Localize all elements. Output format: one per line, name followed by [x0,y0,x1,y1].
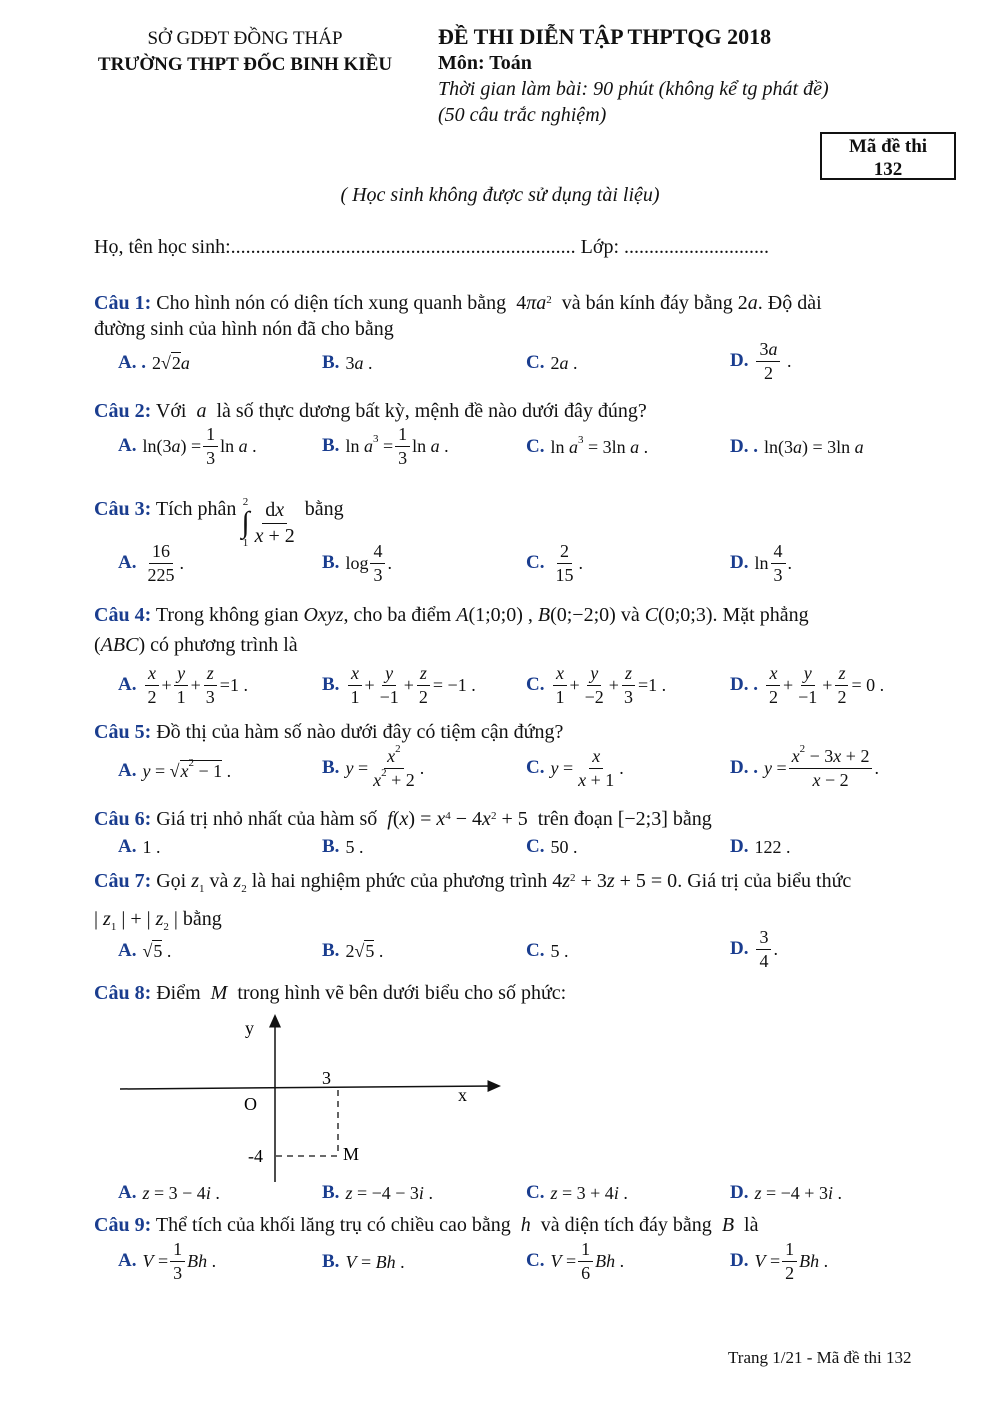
question-text: trên đoạn [537,808,613,830]
question-3 [94,484,914,549]
header-right [438,24,829,128]
question-number: Câu 7: [94,870,152,892]
answer-letter: D. [730,552,749,574]
math-expr: 2a [737,292,758,314]
question-text: là số thực dương bất kỳ, mệnh đề nào dưới đây đúng? [216,400,647,422]
question-text: Giá trị nhỏ nhất của hàm số [156,808,378,830]
answer-letter: A. . [118,352,146,373]
answer-c[interactable]: C. V = $\frac{1}{6}$ Bh . [526,1239,625,1283]
question-5 [94,719,914,745]
answer-letter: D. . [730,757,758,779]
exam-code: 132 [873,159,903,180]
subject: Môn: Toán [438,52,532,74]
answer-d[interactable]: D. $\frac{3a}{2}$ . [730,339,792,383]
question-text: bằng [672,808,712,830]
answer-b[interactable]: B. 5 . [322,836,364,857]
answer-c[interactable]: C. 2a . [526,352,578,373]
answer-c[interactable]: C. $\frac{2}{15}$ . [526,541,583,585]
origin-label: O [244,1094,257,1114]
question-text: Thể tích của khối lăng trụ có chiều cao bằng [155,1214,511,1236]
answer-letter: A. [118,760,137,781]
question-text: Tích phân [155,498,237,520]
question-text: Đồ thị của hàm số nào dưới đây có tiệm cận đứng? [156,721,564,743]
answer-a[interactable]: A. $\frac{16}{225}$ . [118,541,184,585]
answer-b[interactable]: B. V = Bh . [322,1251,405,1272]
question-2: Câu 2: Với a là số thực dương bất kỳ, mệnh đề nào dưới đây đúng? [94,400,647,422]
question-6: Câu 6: Giá trị nhỏ nhất của hàm số $f(x) = x^4 - 4x^2 + 5$ trên đoạn [−2;3] bằng [94,808,712,830]
answer-a[interactable]: A. 1 . [118,836,161,857]
answer-d[interactable]: D. . $\frac{x}{2}$ + $\frac{y}{-1}$ + $\frac{z}{2}$ = 0 . [730,663,885,707]
answer-letter: C. [526,1182,545,1203]
answer-letter: D. . [730,674,758,696]
answer-c[interactable]: C. $\frac{x}{1}$ + $\frac{y}{-2}$ + $\frac{z}{3}$ =1 . [526,663,667,707]
question-text: Điểm [156,982,201,1004]
integral-expr: 2 ∫ 1 $\frac{dx}{x + 2}$ [241,496,295,549]
answer-letter: B. [322,757,340,779]
complex-plane-figure [110,1010,510,1185]
question-text: Cho hình nón có diện tích xung quanh bằng [156,292,507,314]
question-4: Câu 4: Trong không gian Oxyz, cho ba điểm A(1;0;0) , B(0;−2;0) và C(0;0;3). Mặt phẳng (ABC) có phương trình là [94,604,809,656]
answer-letter: A. [118,552,137,574]
question-text: Gọi [156,870,187,892]
answer-d[interactable]: D. $\frac{3}{4}$ . [730,927,778,971]
exam-time: Thời gian làm bài: 90 phút (không kể tg phát đề) [438,78,829,100]
department-name: SỞ GDĐT ĐỒNG THÁP [147,28,343,49]
question-text: . Giá trị của biểu thức [677,870,852,892]
exam-note: ( Học sinh không được sử dụng tài liệu) [340,184,660,206]
exam-title: ĐỀ THI DIỄN TẬP THPTQG 2018 [438,24,772,49]
answer-b[interactable]: B. $\frac{x}{1}$ + $\frac{y}{-1}$ + $\frac{z}{2}$ = −1 . [322,663,476,707]
header-left [70,26,420,78]
question-text: và [620,604,640,626]
question-text: và [209,870,229,892]
answer-letter: C. [526,352,545,373]
answer-letter: C. [526,674,545,696]
question-text: và bán kính đáy bằng [561,292,733,314]
answer-letter: B. [322,435,340,457]
question-count: (50 câu trắc nghiệm) [438,104,607,126]
answer-letter: C. [526,436,545,457]
question-1 [94,290,914,342]
answer-letter: B. [322,940,340,961]
question-text: Với [155,400,187,422]
answer-c[interactable]: C. 5 . [526,940,569,961]
answer-c[interactable]: C. 50 . [526,836,578,857]
question-text: trong hình vẽ bên dưới biểu cho số phức: [237,982,567,1004]
answer-letter: B. [322,1251,340,1272]
answer-letter: D. [730,836,749,857]
question-text: và diện tích đáy bằng [540,1214,712,1236]
exam-code-box [820,132,956,180]
question-text: Trong không gian [155,604,299,626]
question-text: là [744,1214,759,1236]
answer-letter: A. [118,940,137,961]
question-8: Câu 8: Điểm M trong hình vẽ bên dưới biểu cho số phức: [94,982,567,1004]
answer-a[interactable]: A. . 2√2a [118,352,190,373]
question-7: Câu 7: Gọi $z_1$ và $z_2$ là hai nghiệm phức của phương trình $4z^2 + 3z + 5 = 0$. Giá trị của biểu thức | $z_1$ | + | $z_2$ | bằng [94,870,852,933]
question-text: bằng [182,908,222,930]
answer-b[interactable]: B. $\ln a^3$ = $\frac{1}{3}$ ln a . [322,424,449,468]
answer-a[interactable]: A. z = 3 − 4i . [118,1182,220,1203]
answer-letter: B. [322,674,340,696]
answer-letter: B. [322,352,340,373]
answer-letter: D. [730,938,749,960]
student-name-line: Họ, tên học sinh:..................................................................... Lớp: ............................. [94,236,769,258]
answer-letter: A. [118,1182,137,1203]
answer-b[interactable]: B. log $\frac{4}{3}$ . [322,541,392,585]
answer-b[interactable]: B. y = $\frac{x^2}{x^2 + 2}$ . [322,743,425,790]
answer-b[interactable]: B. 3a . [322,352,373,373]
answer-letter: A. [118,674,137,696]
answer-letter: A. [118,435,137,457]
answer-letter: B. [322,1182,340,1203]
answer-b[interactable]: B. 2√5 . [322,940,384,961]
answer-d[interactable]: D. ln $\frac{4}{3}$ . [730,541,792,585]
answer-c[interactable]: C. $\ln a^3 = 3\ln$ a . [526,433,649,457]
page-footer: Trang 1/21 - Mã đề thi 132 [728,1348,912,1367]
question-number: Câu 6: [94,808,152,830]
x-axis-label: x [458,1085,467,1105]
answer-letter: C. [526,1250,545,1272]
question-text: là hai nghiệm phức của phương trình [251,870,548,892]
question-number: Câu 1: [94,292,152,314]
answer-letter: D. [730,350,749,372]
question-text: bằng [304,498,344,520]
question-number: Câu 2: [94,400,152,422]
answer-letter: C. [526,757,545,779]
question-number: Câu 4: [94,604,152,626]
y-axis-label: y [245,1018,254,1038]
answer-a[interactable]: A. √5 . [118,940,172,961]
answer-d[interactable]: D. 122 . [730,836,791,857]
answer-a[interactable]: A. $\frac{x}{2}$ + $\frac{y}{1}$ + $\frac{z}{3}$ =1 . [118,663,248,707]
answer-letter: B. [322,552,340,574]
exam-code-label: Mã đề thi [848,136,928,157]
question-number: Câu 8: [94,982,152,1004]
answer-a[interactable]: A. ln(3a) = $\frac{1}{3}$ ln a . [118,424,257,468]
answer-a[interactable]: A. V = $\frac{1}{3}$ Bh . [118,1239,217,1283]
answer-letter: A. [118,1250,137,1272]
question-text: có phương trình là [150,634,298,656]
x-axis [120,1086,495,1089]
answer-b[interactable]: B. z = −4 − 3i . [322,1182,433,1203]
y-tick-label: -4 [248,1146,263,1166]
answer-c[interactable]: C. z = 3 + 4i . [526,1182,628,1203]
point-label: M [343,1144,360,1164]
school-name: TRƯỜNG THPT ĐỐC BINH KIỀU [97,54,393,75]
answer-letter: C. [526,836,545,857]
answer-a[interactable]: A. $y = √x^2 - 1$ . [118,757,232,781]
answer-d[interactable]: D. . y = $\frac{x^2 - 3x + 2}{x - 2}$ . [730,743,879,790]
question-number: Câu 9: [94,1214,152,1236]
math-expr: $4\pi a^2$ [511,292,552,314]
answer-d[interactable]: D. V = $\frac{1}{2}$ Bh . [730,1239,829,1283]
question-number: Câu 5: [94,721,152,743]
answer-letter: D. [730,1250,749,1272]
question-text: , cho ba điểm [343,604,452,626]
answer-letter: D. . [730,436,758,457]
question-number: Câu 3: [94,498,152,520]
answer-letter: C. [526,552,545,574]
answer-letter: B. [322,836,340,857]
question-9: Câu 9: Thể tích của khối lăng trụ có chiều cao bằng h và diện tích đáy bằng B là [94,1214,759,1236]
x-tick-label: 3 [322,1068,331,1088]
question-text: đường sinh của hình nón đã cho bằng [94,318,394,340]
answer-letter: C. [526,940,545,961]
answer-letter: A. [118,836,137,857]
question-text: . Độ dài [757,292,822,314]
answer-letter: D. [730,1182,749,1203]
answer-d[interactable]: D. . ln(3a) = 3ln a [730,436,864,457]
answer-d[interactable]: D. z = −4 + 3i . [730,1182,842,1203]
answer-c[interactable]: C. y = $\frac{x}{x + 1}$ . [526,746,624,790]
question-text: . Mặt phẳng [712,604,809,626]
